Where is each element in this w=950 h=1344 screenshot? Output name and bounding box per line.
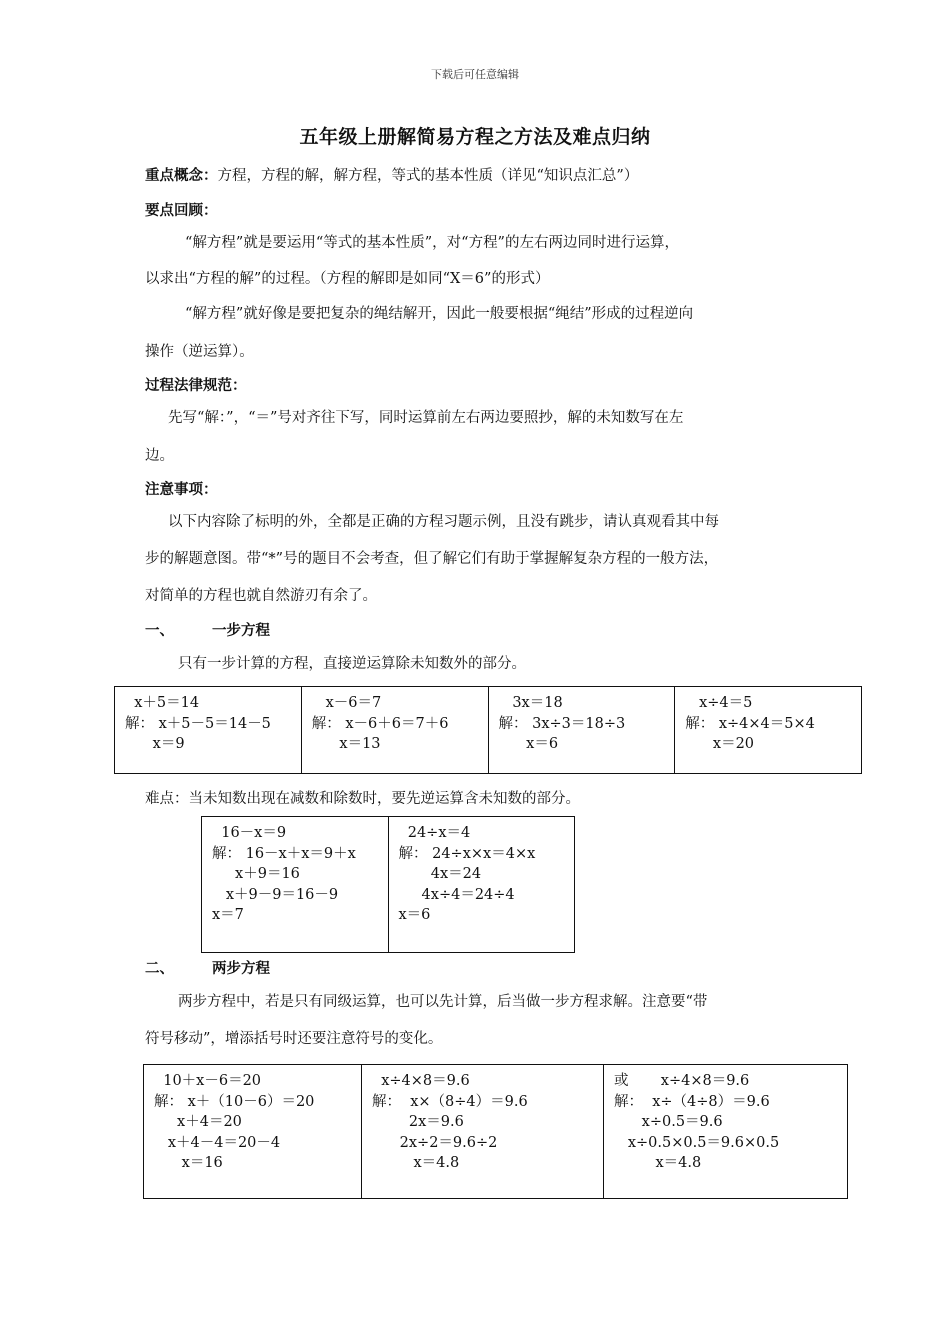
process-line: 边。 [145, 448, 174, 464]
equation-line: 解： 3x÷3＝18÷3 [498, 715, 626, 732]
equation-line: x＝20 [685, 736, 755, 752]
key-concept-label: 重点概念： [145, 167, 218, 184]
notes-label: 注意事项： [145, 481, 218, 498]
equation-cell [604, 1065, 848, 1199]
notes-line: 对简单的方程也就自然游刃有余了。 [145, 588, 377, 604]
key-concept-line [145, 164, 638, 185]
process-line: 先写“解：”，“＝”号对齐往下写，同时运算前左右两边要照抄，解的未知数写在左 [168, 410, 684, 426]
equation-cell [144, 1065, 362, 1199]
equation-line: 16－x＝9 [212, 825, 287, 841]
review-line: 操作（逆运算）。 [145, 344, 254, 360]
equation-line: x＝4.8 [372, 1155, 460, 1171]
equation-line: 解： 24÷x×x＝4×x [398, 845, 536, 862]
two-step-equations-table [143, 1064, 848, 1199]
review-line: “解方程”就是要运用“等式的基本性质”，对“方程”的左右两边同时进行运算， [185, 235, 679, 251]
equation-line: x÷4×8＝9.6 [372, 1073, 470, 1089]
section-2-number: 二、 [145, 960, 174, 977]
equation-line: 4x÷4＝24÷4 [398, 886, 515, 903]
equation-line: x÷0.5＝9.6 [614, 1114, 723, 1130]
equation-line: 解： x＋5－5＝14－5 [125, 715, 271, 732]
equation-cell [301, 687, 488, 774]
equation-cell [388, 817, 575, 953]
equation-cell [202, 817, 389, 953]
section-1-title: 一步方程 [212, 622, 270, 639]
difficulty-note: 难点：当未知数出现在减数和除数时，要先逆运算含未知数的部分。 [145, 791, 580, 807]
equation-line: 10＋x－6＝20 [154, 1073, 262, 1089]
equation-line: 解： x×（8÷4）＝9.6 [372, 1093, 528, 1110]
equation-line: x＝16 [154, 1155, 223, 1171]
equation-line: x＋9－9＝16－9 [212, 886, 339, 903]
equation-line: 解： x＋（10－6）＝20 [154, 1093, 315, 1110]
equation-line: x＝6 [398, 907, 431, 923]
review-label: 要点回顾： [145, 202, 218, 219]
equation-line: x＝6 [498, 736, 559, 752]
equation-cell [488, 687, 675, 774]
equation-line: x＋4－4＝20－4 [154, 1134, 281, 1151]
section-1-desc: 只有一步计算的方程，直接逆运算除未知数外的部分。 [178, 656, 526, 672]
equation-line: 2x÷2＝9.6÷2 [372, 1134, 498, 1151]
equation-line: 24÷x＝4 [398, 825, 471, 841]
equation-cell [675, 687, 862, 774]
equation-line: x÷4＝5 [685, 695, 753, 711]
section-2-desc: 两步方程中，若是只有同级运算，也可以先计算，后当做一步方程求解。注意要“带 [178, 994, 708, 1010]
equation-line: x＝13 [311, 736, 381, 752]
equation-line: 解： x－6＋6＝7＋6 [311, 715, 449, 732]
equation-line: x÷0.5×0.5＝9.6×0.5 [614, 1134, 780, 1151]
equation-line: x＋9＝16 [212, 866, 300, 882]
equation-line: 解： x÷4×4＝5×4 [685, 715, 815, 732]
difficult-equations-table [201, 816, 575, 953]
equation-line: 解： x÷（4÷8）＝9.6 [614, 1093, 770, 1110]
section-2-desc: 符号移动”，增添括号时还要注意符号的变化。 [145, 1031, 443, 1047]
equation-line: x＝9 [125, 736, 185, 752]
key-concept-text: 方程，方程的解，解方程，等式的基本性质（详见“知识点汇总”） [217, 168, 639, 184]
equation-line: x＋4＝20 [154, 1114, 242, 1130]
equation-line: 3x＝18 [498, 695, 563, 711]
notes-line: 以下内容除了标明的外，全都是正确的方程习题示例，且没有跳步，请认真观看其中每 [168, 514, 719, 530]
one-step-equations-table [114, 686, 862, 774]
equation-line: x＝7 [212, 907, 244, 923]
process-label: 过程法律规范： [145, 377, 247, 394]
equation-line: x－6＝7 [311, 695, 382, 711]
equation-line: x＋5＝14 [125, 695, 200, 711]
section-2-title: 两步方程 [212, 960, 270, 977]
notes-line: 步的解题意图。带“*”号的题目不会考查，但了解它们有助于掌握解复杂方程的一般方法， [145, 551, 719, 567]
equation-cell [115, 687, 302, 774]
equation-cell [362, 1065, 604, 1199]
equation-line: x＝4.8 [614, 1155, 702, 1171]
page-title: 五年级上册解简易方程之方法及难点归纳 [299, 126, 651, 148]
review-line: 以求出“方程的解”的过程。（方程的解即是如同“X＝6”的形式） [145, 271, 550, 287]
header-note: 下载后可任意编辑 [431, 68, 519, 81]
equation-line: 4x＝24 [398, 866, 482, 882]
equation-line: 2x＝9.6 [372, 1114, 464, 1130]
equation-line: 或 x÷4×8＝9.6 [614, 1073, 750, 1089]
review-line: “解方程”就好像是要把复杂的绳结解开，因此一般要根据“绳结”形成的过程逆向 [185, 306, 694, 322]
section-1-number: 一、 [145, 622, 174, 639]
equation-line: 解： 16－x＋x＝9＋x [212, 845, 356, 862]
